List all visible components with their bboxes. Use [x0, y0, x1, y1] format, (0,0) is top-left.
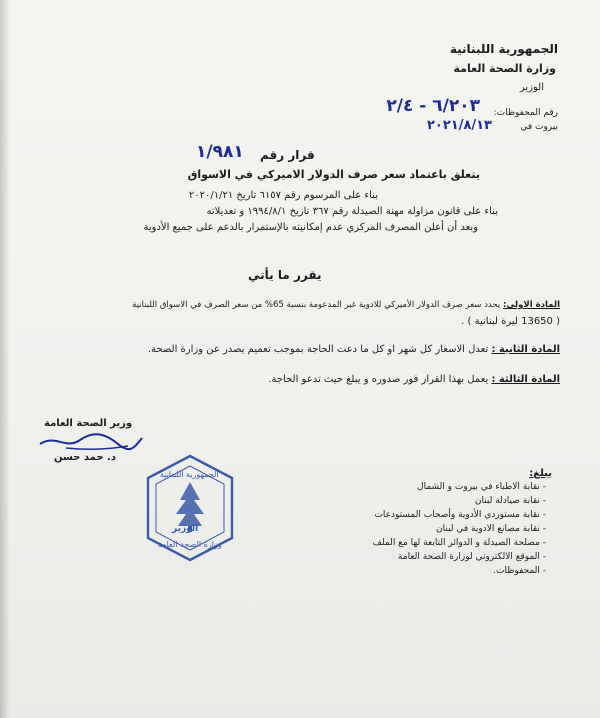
page-shadow: [0, 0, 10, 718]
stamp-bottom-text: وزارة الصحة العامة: [158, 540, 222, 549]
article-2-label: المادة الثانية :: [491, 344, 560, 355]
header-minister: الوزير: [519, 82, 544, 93]
handwritten-signature: [36, 428, 146, 454]
distribution-list: [373, 480, 546, 578]
distribution-item: - المحفوظات.: [493, 566, 546, 576]
archive-date: ٢٠٢١/٨/١٣: [426, 118, 492, 133]
distribution-item: - الموقع الالكتروني لوزارة الصحة العامة: [397, 552, 546, 562]
distribution-label: يبلغ:: [529, 468, 552, 479]
article-3-text: يعمل بهذا القرار فور صدوره و يبلغ حيث تدعو الحاجة.: [268, 374, 489, 385]
decision-subject: يتعلق باعتماد سعر صرف الدولار الاميركي في الاسواق: [187, 168, 480, 181]
article-1-text2: ( 13650 ليرة لبنانية ) .: [461, 316, 560, 327]
archive-place-label: بيروت في: [520, 122, 558, 132]
stamp-top-text: الجمهورية اللبنانية: [160, 470, 219, 479]
signature-title: وزير الصحة العامة: [44, 418, 133, 429]
article-2: [148, 344, 560, 355]
archive-number: ٦/٢٠٣ - ٢/٤: [386, 96, 480, 116]
decision-number: ١/٩٨١: [196, 142, 244, 162]
article-1-text: يحدد سعر صرف الدولار الأميركي للادوية غير المدعومة بنسبة 65% من سعر الصرف في الاسواق اللبنانية: [132, 300, 501, 310]
header-ministry: وزارة الصحة العامة: [453, 62, 556, 75]
signature-name: د. حمد حسن: [54, 452, 116, 463]
article-3-label: المادة الثالثة :: [491, 374, 560, 385]
distribution-item: - نقابة صيادلة لبنان: [474, 496, 546, 506]
distribution-item: - مصلحة الصيدلة و الدوائر التابعة لها مع الملف: [372, 538, 546, 548]
preamble-line: وبعد أن أعلن المصرف المركزي عدم إمكانيته بالإستمرار بالدعم على جميع الأدوية: [143, 222, 478, 233]
decrees-heading: يقرر ما يأتي: [248, 268, 322, 282]
preamble-line: بناء على قانون مزاولة مهنة الصيدلة رقم ٣٦٧ تاريخ ١٩٩٤/٨/١ و تعديلاته: [206, 206, 498, 217]
header-republic: الجمهورية اللبنانية: [449, 42, 558, 56]
preamble-line: بناء على المرسوم رقم ٦١٥٧ تاريخ ٢٠٢٠/١/٢١: [188, 190, 378, 201]
distribution-item: - نقابة الاطباء في بيروت و الشمال: [417, 482, 546, 492]
article-1: [132, 300, 560, 310]
distribution-item: - نقابة مستوردي الأدوية وأصحاب المستودعات: [374, 510, 546, 520]
decision-title: قرار رقم: [260, 148, 315, 162]
article-1-label: المادة الاولى:: [502, 300, 560, 310]
article-2-text: تعدل الاسعار كل شهر او كل ما دعت الحاجة بموجب تعميم يصدر عن وزارة الصحة.: [147, 344, 489, 355]
article-3: [268, 374, 560, 385]
stamp-middle-text: الوزير: [172, 524, 199, 534]
archive-label: رقم المحفوظات:: [493, 108, 558, 118]
distribution-item: - نقابة مصانع الادوية في لبنان: [436, 524, 546, 534]
